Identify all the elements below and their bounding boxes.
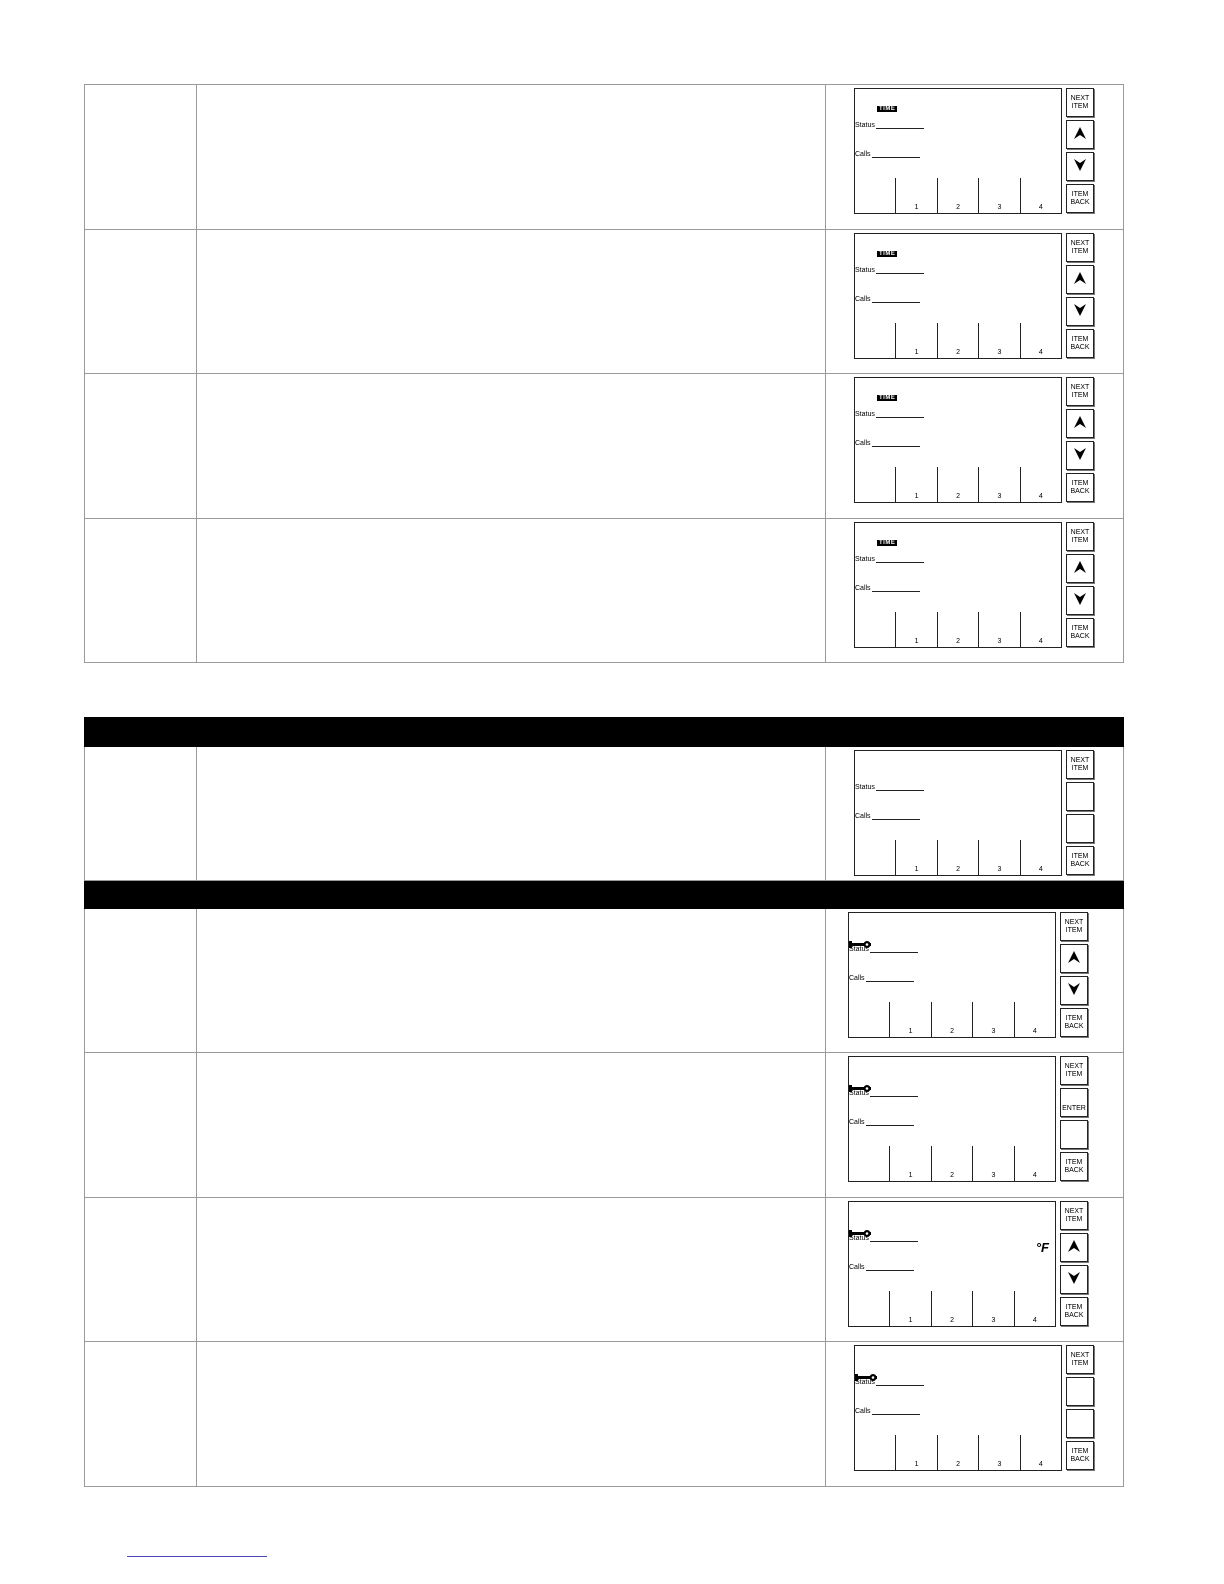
function-key-4[interactable] bbox=[1021, 1435, 1061, 1470]
function-key-1[interactable] bbox=[890, 1146, 931, 1181]
next-item-button[interactable]: NEXT ITEM bbox=[1066, 1345, 1094, 1374]
lcd-screen bbox=[848, 1201, 1056, 1327]
up-arrow-button[interactable] bbox=[1060, 944, 1088, 973]
status-label: Status bbox=[849, 1090, 869, 1097]
down-arrow-button[interactable] bbox=[1060, 976, 1088, 1005]
lcd-screen bbox=[854, 233, 1062, 359]
function-key-number: 1 bbox=[914, 493, 919, 500]
calls-label: Calls bbox=[855, 585, 871, 592]
next-item-button[interactable]: NEXT ITEM bbox=[1066, 522, 1094, 551]
function-key-number: 1 bbox=[914, 349, 919, 356]
function-key-0[interactable] bbox=[849, 1291, 890, 1326]
function-key-3[interactable] bbox=[979, 612, 1020, 647]
function-key-4[interactable] bbox=[1015, 1146, 1055, 1181]
step-cell bbox=[85, 85, 197, 230]
function-keys bbox=[849, 1291, 1055, 1326]
function-key-3[interactable] bbox=[979, 467, 1020, 502]
settings-table-2 bbox=[84, 717, 1124, 1487]
time-badge: TIME bbox=[879, 540, 896, 546]
blank-button[interactable] bbox=[1066, 1377, 1094, 1406]
function-key-number: 2 bbox=[956, 1461, 960, 1468]
function-key-2[interactable] bbox=[932, 1002, 973, 1037]
next-item-button[interactable]: NEXT ITEM bbox=[1066, 88, 1094, 117]
function-key-3[interactable] bbox=[973, 1002, 1014, 1037]
status-label: Status bbox=[855, 267, 875, 274]
calls-field bbox=[855, 813, 920, 820]
function-key-number: 2 bbox=[950, 1317, 954, 1324]
calls-label: Calls bbox=[855, 440, 871, 447]
function-keys bbox=[855, 1435, 1061, 1470]
calls-label: Calls bbox=[849, 975, 865, 982]
function-keys bbox=[855, 612, 1061, 647]
up-arrow-button[interactable] bbox=[1066, 265, 1094, 294]
header-cell bbox=[85, 881, 197, 909]
step-cell bbox=[85, 1053, 197, 1198]
function-keys bbox=[855, 467, 1061, 502]
down-arrow-icon bbox=[1066, 981, 1082, 1000]
item-back-button[interactable]: ITEM BACK bbox=[1060, 1152, 1088, 1181]
description-cell bbox=[197, 1198, 826, 1342]
control-panel-display bbox=[854, 522, 1096, 652]
status-label: Status bbox=[849, 946, 869, 953]
item-back-button[interactable]: ITEM BACK bbox=[1060, 1297, 1088, 1326]
description-cell bbox=[197, 909, 826, 1053]
calls-label: Calls bbox=[855, 151, 871, 158]
calls-field bbox=[849, 1119, 914, 1126]
next-item-button[interactable]: NEXT ITEM bbox=[1060, 912, 1088, 941]
function-key-number: 2 bbox=[950, 1028, 954, 1035]
lcd-screen bbox=[848, 1056, 1056, 1182]
function-key-0[interactable] bbox=[855, 840, 896, 875]
side-buttons bbox=[1066, 233, 1096, 363]
display-cell bbox=[826, 1198, 1124, 1342]
function-key-number: 1 bbox=[908, 1028, 913, 1035]
calls-field bbox=[855, 151, 920, 158]
item-back-button[interactable]: ITEM BACK bbox=[1066, 618, 1094, 647]
item-back-button[interactable]: ITEM BACK bbox=[1066, 473, 1094, 502]
up-arrow-button[interactable] bbox=[1066, 409, 1094, 438]
lcd-screen bbox=[854, 750, 1062, 876]
status-label: Status bbox=[855, 784, 875, 791]
function-key-4[interactable] bbox=[1021, 467, 1061, 502]
function-key-4[interactable] bbox=[1015, 1002, 1055, 1037]
lcd-screen bbox=[854, 88, 1062, 214]
function-key-2[interactable] bbox=[938, 1435, 979, 1470]
item-back-button[interactable]: ITEM BACK bbox=[1066, 329, 1094, 358]
function-key-3[interactable] bbox=[973, 1291, 1014, 1326]
lcd-screen bbox=[854, 377, 1062, 503]
wrench-icon bbox=[849, 1079, 871, 1086]
function-key-4[interactable] bbox=[1021, 840, 1061, 875]
side-buttons bbox=[1060, 912, 1090, 1042]
function-key-number: 1 bbox=[914, 638, 919, 645]
calls-label: Calls bbox=[855, 1408, 871, 1415]
function-key-1[interactable] bbox=[896, 1435, 937, 1470]
function-key-number: 4 bbox=[1038, 493, 1043, 500]
display-cell bbox=[826, 230, 1124, 374]
status-field bbox=[855, 122, 924, 129]
status-field bbox=[855, 784, 924, 791]
function-key-number: 3 bbox=[991, 1317, 996, 1324]
header-cell bbox=[197, 881, 826, 909]
function-key-number: 1 bbox=[914, 1461, 919, 1468]
function-key-2[interactable] bbox=[938, 840, 979, 875]
function-key-2[interactable] bbox=[938, 178, 979, 213]
function-key-number: 4 bbox=[1032, 1028, 1037, 1035]
function-key-1[interactable] bbox=[890, 1291, 931, 1326]
function-key-number: 1 bbox=[914, 204, 919, 211]
status-field bbox=[855, 411, 924, 418]
item-back-button[interactable]: ITEM BACK bbox=[1066, 1441, 1094, 1470]
function-key-number: 3 bbox=[991, 1028, 996, 1035]
function-key-1[interactable] bbox=[896, 840, 937, 875]
function-key-1[interactable] bbox=[896, 323, 937, 358]
down-arrow-icon bbox=[1072, 446, 1088, 465]
function-key-number: 2 bbox=[956, 493, 960, 500]
calls-field bbox=[855, 1408, 920, 1415]
function-keys bbox=[855, 178, 1061, 213]
item-back-button[interactable]: ITEM BACK bbox=[1066, 184, 1094, 213]
status-label: Status bbox=[855, 122, 875, 129]
side-buttons bbox=[1060, 1056, 1090, 1186]
status-field bbox=[849, 946, 918, 953]
wrench-icon bbox=[849, 935, 871, 942]
control-panel-display bbox=[854, 1345, 1096, 1475]
up-arrow-icon bbox=[1072, 414, 1088, 433]
function-keys bbox=[849, 1146, 1055, 1181]
status-field bbox=[855, 267, 924, 274]
up-arrow-button[interactable] bbox=[1066, 554, 1094, 583]
function-key-number: 2 bbox=[956, 638, 960, 645]
down-arrow-button[interactable] bbox=[1066, 297, 1094, 326]
side-buttons bbox=[1066, 750, 1096, 880]
function-key-0[interactable] bbox=[849, 1146, 890, 1181]
description-cell bbox=[197, 85, 826, 230]
side-buttons bbox=[1066, 522, 1096, 652]
control-panel-display bbox=[848, 1056, 1090, 1186]
function-key-0[interactable] bbox=[855, 1435, 896, 1470]
description-cell bbox=[197, 1342, 826, 1487]
function-key-1[interactable] bbox=[896, 178, 937, 213]
function-key-number: 4 bbox=[1032, 1172, 1037, 1179]
settings-table-1 bbox=[84, 84, 1124, 663]
function-key-number: 4 bbox=[1038, 1461, 1043, 1468]
function-key-3[interactable] bbox=[979, 1435, 1020, 1470]
side-buttons bbox=[1066, 377, 1096, 507]
header-cell bbox=[85, 718, 197, 747]
function-key-number: 1 bbox=[908, 1172, 913, 1179]
up-arrow-button[interactable] bbox=[1066, 120, 1094, 149]
time-badge: TIME bbox=[879, 106, 896, 112]
down-arrow-icon bbox=[1066, 1270, 1082, 1289]
function-key-4[interactable] bbox=[1021, 323, 1061, 358]
function-key-number: 3 bbox=[997, 866, 1002, 873]
step-cell bbox=[85, 747, 197, 881]
function-key-0[interactable] bbox=[849, 1002, 890, 1037]
function-key-0[interactable] bbox=[855, 178, 896, 213]
description-cell bbox=[197, 230, 826, 374]
display-cell bbox=[826, 909, 1124, 1053]
status-field bbox=[849, 1090, 918, 1097]
description-cell bbox=[197, 519, 826, 663]
up-arrow-icon bbox=[1072, 559, 1088, 578]
calls-label: Calls bbox=[855, 296, 871, 303]
function-key-0[interactable] bbox=[855, 612, 896, 647]
calls-field bbox=[849, 1264, 914, 1271]
header-cell bbox=[197, 718, 826, 747]
up-arrow-icon bbox=[1072, 125, 1088, 144]
side-buttons bbox=[1066, 1345, 1096, 1475]
function-key-number: 3 bbox=[997, 493, 1002, 500]
status-field bbox=[855, 556, 924, 563]
function-key-number: 2 bbox=[950, 1172, 954, 1179]
calls-field bbox=[849, 975, 914, 982]
calls-label: Calls bbox=[849, 1264, 865, 1271]
time-badge: TIME bbox=[879, 395, 896, 401]
blank-button[interactable] bbox=[1066, 814, 1094, 843]
up-arrow-icon bbox=[1066, 949, 1082, 968]
step-cell bbox=[85, 1198, 197, 1342]
function-key-2[interactable] bbox=[932, 1146, 973, 1181]
control-panel-display bbox=[854, 377, 1096, 507]
up-arrow-icon bbox=[1072, 270, 1088, 289]
description-cell bbox=[197, 1053, 826, 1198]
blank-button[interactable] bbox=[1066, 1409, 1094, 1438]
side-buttons bbox=[1060, 1201, 1090, 1331]
side-buttons bbox=[1066, 88, 1096, 218]
item-back-button[interactable]: ITEM BACK bbox=[1060, 1008, 1088, 1037]
function-key-number: 4 bbox=[1038, 349, 1043, 356]
next-item-button[interactable]: NEXT ITEM bbox=[1060, 1056, 1088, 1085]
calls-label: Calls bbox=[855, 813, 871, 820]
function-key-number: 4 bbox=[1032, 1317, 1037, 1324]
calls-field bbox=[855, 440, 920, 447]
step-cell bbox=[85, 909, 197, 1053]
display-cell bbox=[826, 519, 1124, 663]
up-arrow-button[interactable] bbox=[1060, 1233, 1088, 1262]
step-cell bbox=[85, 230, 197, 374]
function-key-3[interactable] bbox=[979, 178, 1020, 213]
description-cell bbox=[197, 747, 826, 881]
status-field bbox=[855, 1379, 924, 1386]
function-key-2[interactable] bbox=[938, 323, 979, 358]
function-key-0[interactable] bbox=[855, 467, 896, 502]
display-cell bbox=[826, 1053, 1124, 1198]
step-cell bbox=[85, 1342, 197, 1487]
function-key-number: 4 bbox=[1038, 204, 1043, 211]
calls-label: Calls bbox=[849, 1119, 865, 1126]
control-panel-display bbox=[854, 750, 1096, 880]
wrench-icon bbox=[849, 1224, 871, 1231]
lcd-screen bbox=[854, 522, 1062, 648]
step-cell bbox=[85, 519, 197, 663]
blank-button[interactable] bbox=[1066, 782, 1094, 811]
control-panel-display bbox=[848, 1201, 1090, 1331]
function-key-2[interactable] bbox=[938, 612, 979, 647]
function-key-number: 2 bbox=[956, 349, 960, 356]
function-key-number: 3 bbox=[997, 1461, 1002, 1468]
degrees-f-indicator: °F bbox=[1035, 1240, 1049, 1255]
next-item-button[interactable]: NEXT ITEM bbox=[1066, 233, 1094, 262]
status-label: Status bbox=[849, 1235, 869, 1242]
function-key-4[interactable] bbox=[1021, 178, 1061, 213]
calls-field bbox=[855, 585, 920, 592]
up-arrow-icon bbox=[1066, 1238, 1082, 1257]
footer-link-underline[interactable] bbox=[127, 1556, 267, 1557]
lcd-screen bbox=[854, 1345, 1062, 1471]
function-key-1[interactable] bbox=[890, 1002, 931, 1037]
display-cell bbox=[826, 747, 1124, 881]
status-label: Status bbox=[855, 1379, 875, 1386]
next-item-button[interactable]: NEXT ITEM bbox=[1066, 750, 1094, 779]
control-panel-display bbox=[854, 88, 1096, 218]
status-field bbox=[849, 1235, 918, 1242]
lcd-screen bbox=[848, 912, 1056, 1038]
function-key-1[interactable] bbox=[896, 612, 937, 647]
function-key-1[interactable] bbox=[896, 467, 937, 502]
function-key-number: 3 bbox=[997, 638, 1002, 645]
function-key-number: 3 bbox=[997, 204, 1002, 211]
function-key-number: 1 bbox=[908, 1317, 913, 1324]
header-cell bbox=[826, 718, 1124, 747]
next-item-button[interactable]: NEXT ITEM bbox=[1066, 377, 1094, 406]
function-key-3[interactable] bbox=[979, 323, 1020, 358]
function-keys bbox=[855, 840, 1061, 875]
status-label: Status bbox=[855, 556, 875, 563]
control-panel-display bbox=[854, 233, 1096, 363]
time-badge: TIME bbox=[879, 251, 896, 257]
function-key-4[interactable] bbox=[1021, 612, 1061, 647]
down-arrow-button[interactable] bbox=[1066, 586, 1094, 615]
status-label: Status bbox=[855, 411, 875, 418]
function-key-number: 2 bbox=[956, 866, 960, 873]
function-key-number: 4 bbox=[1038, 866, 1043, 873]
enter-button[interactable]: ENTER bbox=[1060, 1088, 1088, 1117]
function-key-2[interactable] bbox=[938, 467, 979, 502]
function-key-4[interactable] bbox=[1015, 1291, 1055, 1326]
down-arrow-icon bbox=[1072, 302, 1088, 321]
calls-field bbox=[855, 296, 920, 303]
header-cell bbox=[826, 881, 1124, 909]
function-key-2[interactable] bbox=[932, 1291, 973, 1326]
next-item-button[interactable]: NEXT ITEM bbox=[1060, 1201, 1088, 1230]
step-cell bbox=[85, 374, 197, 519]
control-panel-display bbox=[848, 912, 1090, 1042]
blank-button[interactable] bbox=[1060, 1120, 1088, 1149]
function-key-number: 3 bbox=[997, 349, 1002, 356]
item-back-button[interactable]: ITEM BACK bbox=[1066, 846, 1094, 875]
function-key-3[interactable] bbox=[973, 1146, 1014, 1181]
down-arrow-button[interactable] bbox=[1066, 441, 1094, 470]
function-key-0[interactable] bbox=[855, 323, 896, 358]
function-key-3[interactable] bbox=[979, 840, 1020, 875]
wrench-icon bbox=[855, 1368, 877, 1375]
down-arrow-icon bbox=[1072, 157, 1088, 176]
function-key-number: 2 bbox=[956, 204, 960, 211]
function-keys bbox=[855, 323, 1061, 358]
function-key-number: 3 bbox=[991, 1172, 996, 1179]
display-cell bbox=[826, 85, 1124, 230]
display-cell bbox=[826, 374, 1124, 519]
down-arrow-icon bbox=[1072, 591, 1088, 610]
function-key-number: 1 bbox=[914, 866, 919, 873]
function-keys bbox=[849, 1002, 1055, 1037]
function-key-number: 4 bbox=[1038, 638, 1043, 645]
down-arrow-button[interactable] bbox=[1066, 152, 1094, 181]
down-arrow-button[interactable] bbox=[1060, 1265, 1088, 1294]
description-cell bbox=[197, 374, 826, 519]
display-cell bbox=[826, 1342, 1124, 1487]
